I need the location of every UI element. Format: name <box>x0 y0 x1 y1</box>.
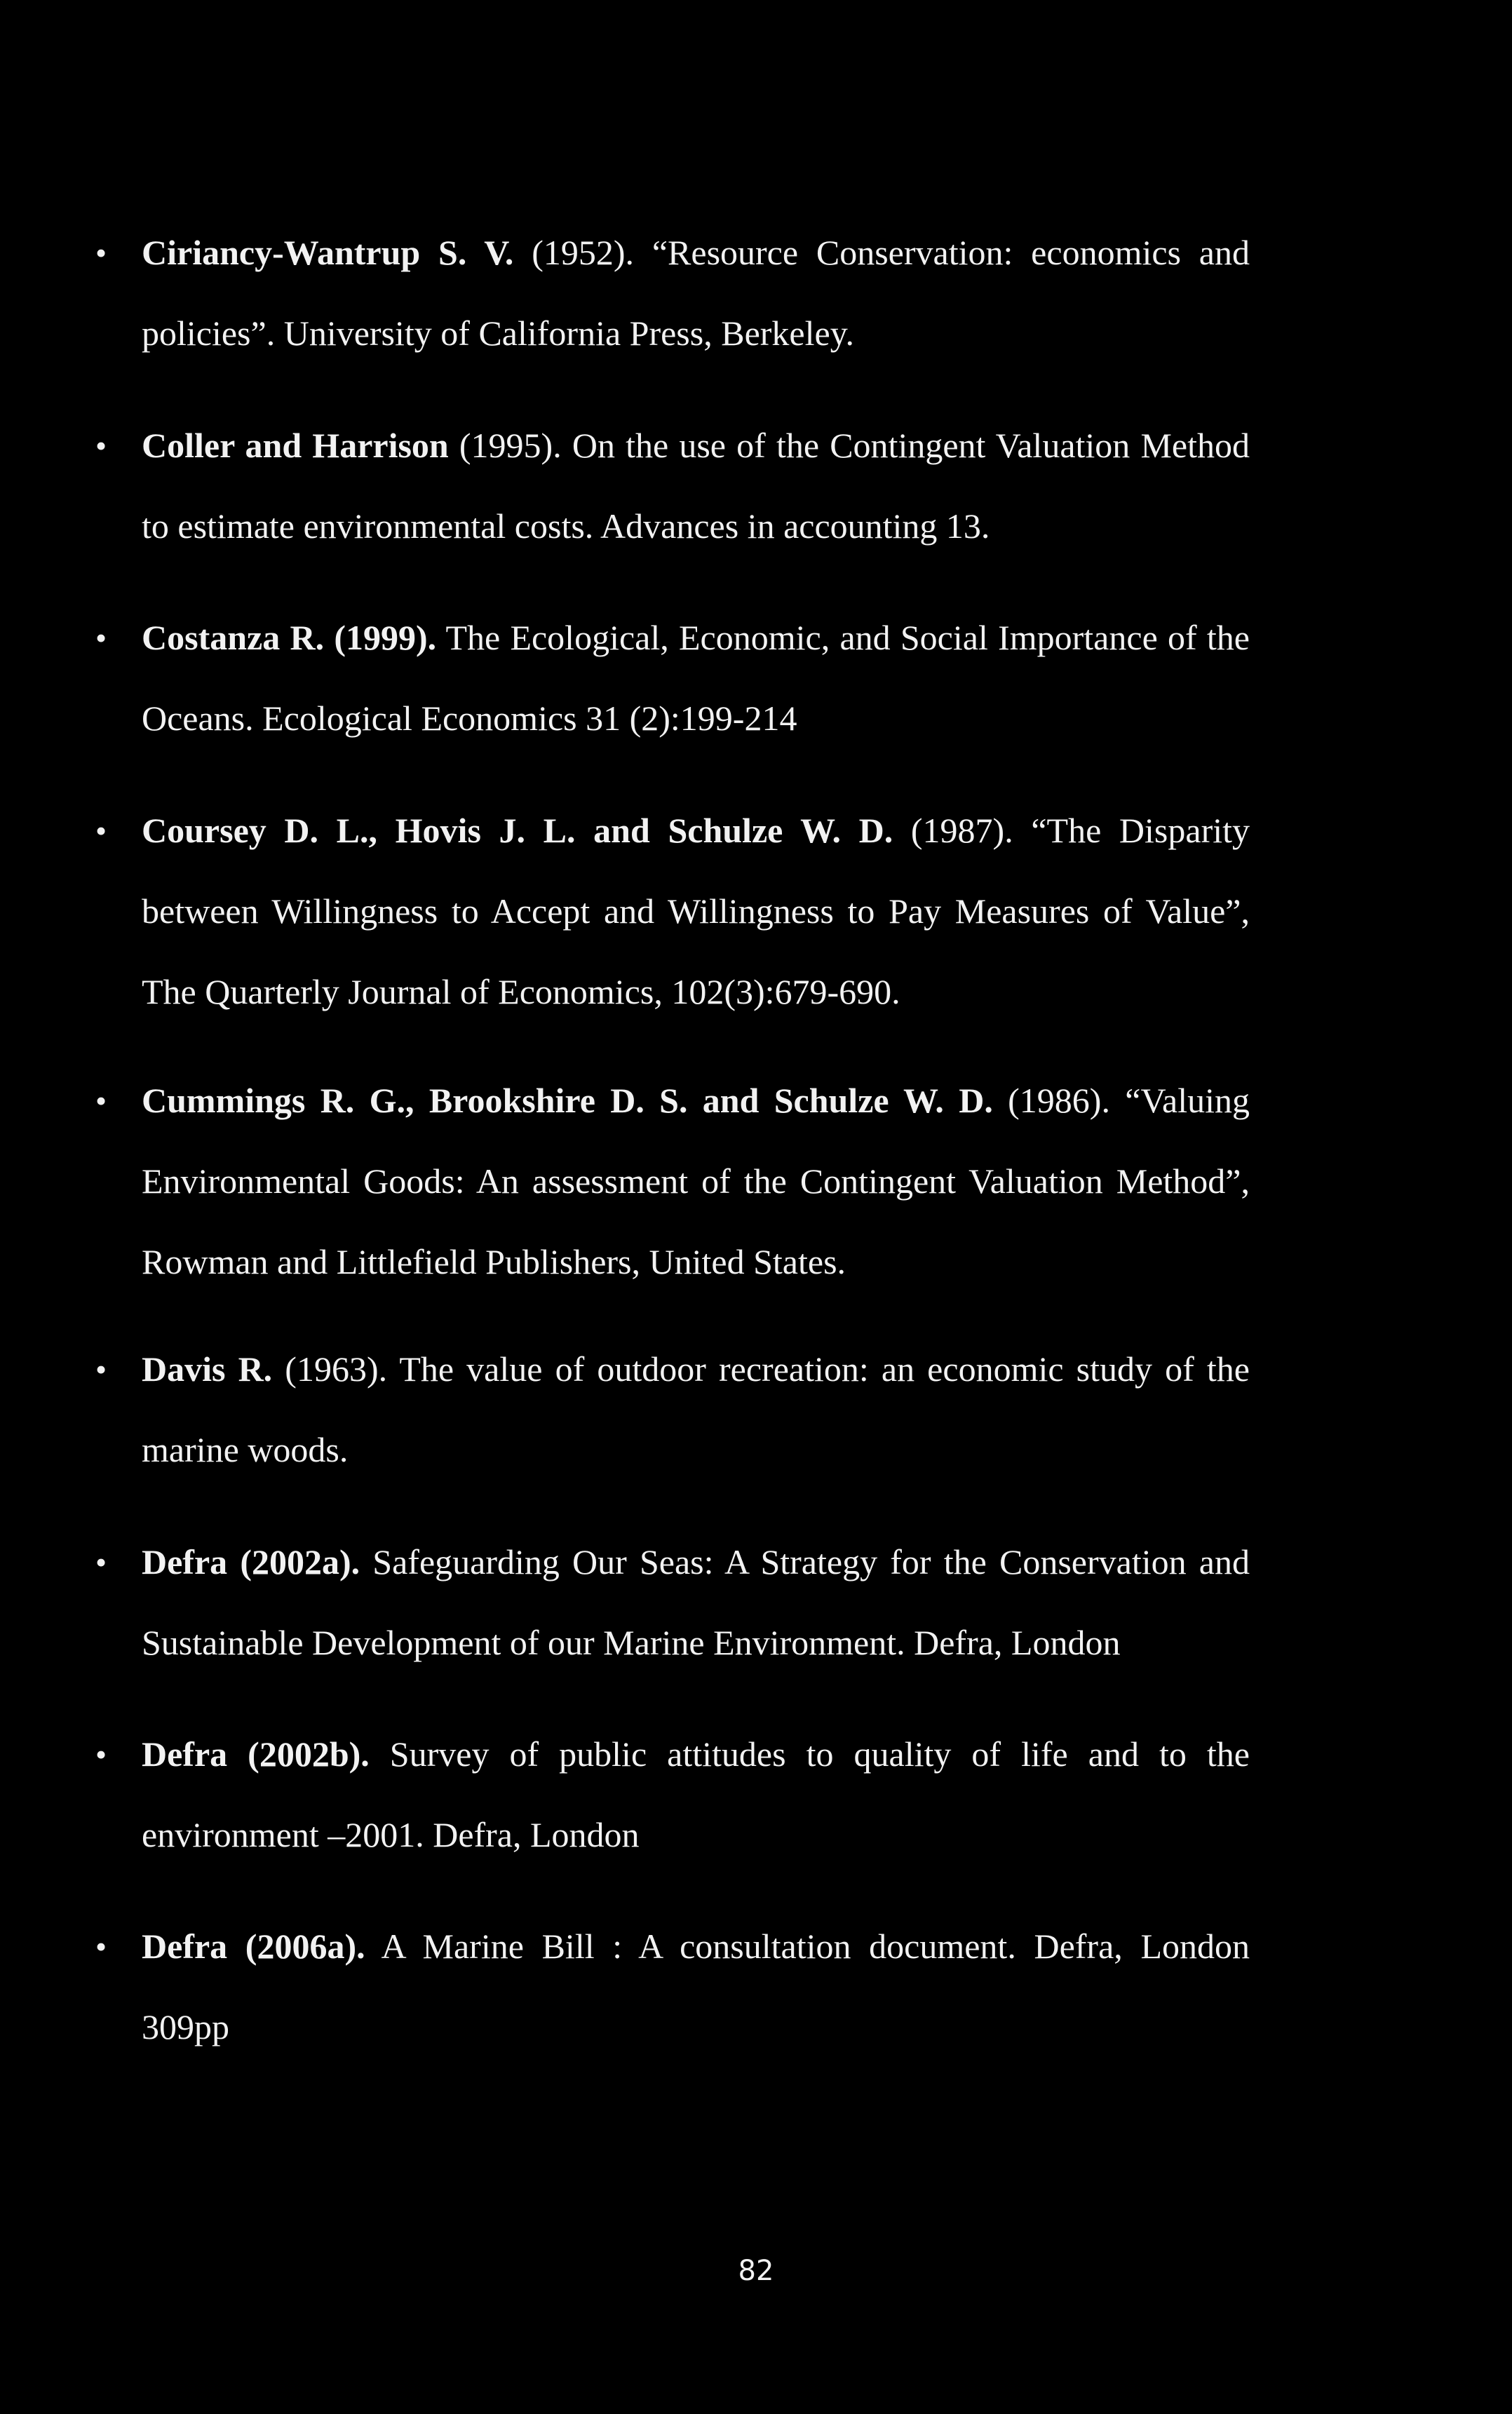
reference-item <box>95 405 1250 567</box>
reference-item <box>95 213 1250 374</box>
reference-author: Costanza R. (1999). <box>142 618 437 657</box>
reference-citation: (1952). “Resource Conservation: economics and policies”. University of California Press, Berkeley. <box>142 233 1250 353</box>
reference-author: Cummings R. G., Brookshire D. S. and Schulze W. D. <box>142 1081 993 1120</box>
reference-author: Ciriancy-Wantrup S. V. <box>142 233 514 272</box>
bullet-icon: • <box>95 813 107 849</box>
reference-item <box>95 1906 1250 2068</box>
reference-item <box>95 598 1250 759</box>
bullet-icon: • <box>95 1544 107 1580</box>
reference-citation: (1987). “The Disparity between Willingness to Accept and Willingness to Pay Measures of Value”, The Quarterly Journal of Economics, 102(3):679-690. <box>142 811 1250 1011</box>
bullet-icon: • <box>95 1737 107 1772</box>
bullet-icon: • <box>95 235 107 271</box>
reference-item <box>95 1329 1250 1490</box>
reference-author: Coller and Harrison <box>142 426 449 465</box>
reference-citation: (1963). The value of outdoor recreation: an economic study of the marine woods. <box>142 1349 1250 1469</box>
bullet-icon: • <box>95 428 107 464</box>
page-number: 82 <box>738 2255 774 2287</box>
reference-author: Davis R. <box>142 1349 273 1389</box>
reference-item <box>95 790 1250 1032</box>
reference-citation: (1986). “Valuing Environmental Goods: An assessment of the Contingent Valuation Method”, Rowman and Littlefield Publishers, United States. <box>142 1081 1250 1281</box>
reference-author: Defra (2006a). <box>142 1927 365 1966</box>
bullet-icon: • <box>95 1929 107 1964</box>
bullet-icon: • <box>95 1351 107 1387</box>
reference-item <box>95 1522 1250 1683</box>
reference-citation: Survey of public attitudes to quality of life and to the environment –2001. Defra, London <box>142 1734 1250 1854</box>
reference-author: Defra (2002a). <box>142 1542 360 1582</box>
reference-citation: A Marine Bill : A consultation document. Defra, London 309pp <box>142 1927 1250 2046</box>
reference-citation: Safeguarding Our Seas: A Strategy for the Conservation and Sustainable Development of our Marine Environment. Defra, London <box>142 1542 1250 1662</box>
reference-item <box>95 1060 1250 1302</box>
reference-item <box>95 1714 1250 1875</box>
bullet-icon: • <box>95 620 107 656</box>
reference-citation: (1995). On the use of the Contingent Valuation Method to estimate environmental costs. Advances in accounting 13. <box>142 426 1250 546</box>
reference-author: Defra (2002b). <box>142 1734 370 1774</box>
reference-author: Coursey D. L., Hovis J. L. and Schulze W. D. <box>142 811 893 850</box>
reference-citation: The Ecological, Economic, and Social Importance of the Oceans. Ecological Economics 31 (2):199-214 <box>142 618 1250 738</box>
bullet-icon: • <box>95 1083 107 1119</box>
